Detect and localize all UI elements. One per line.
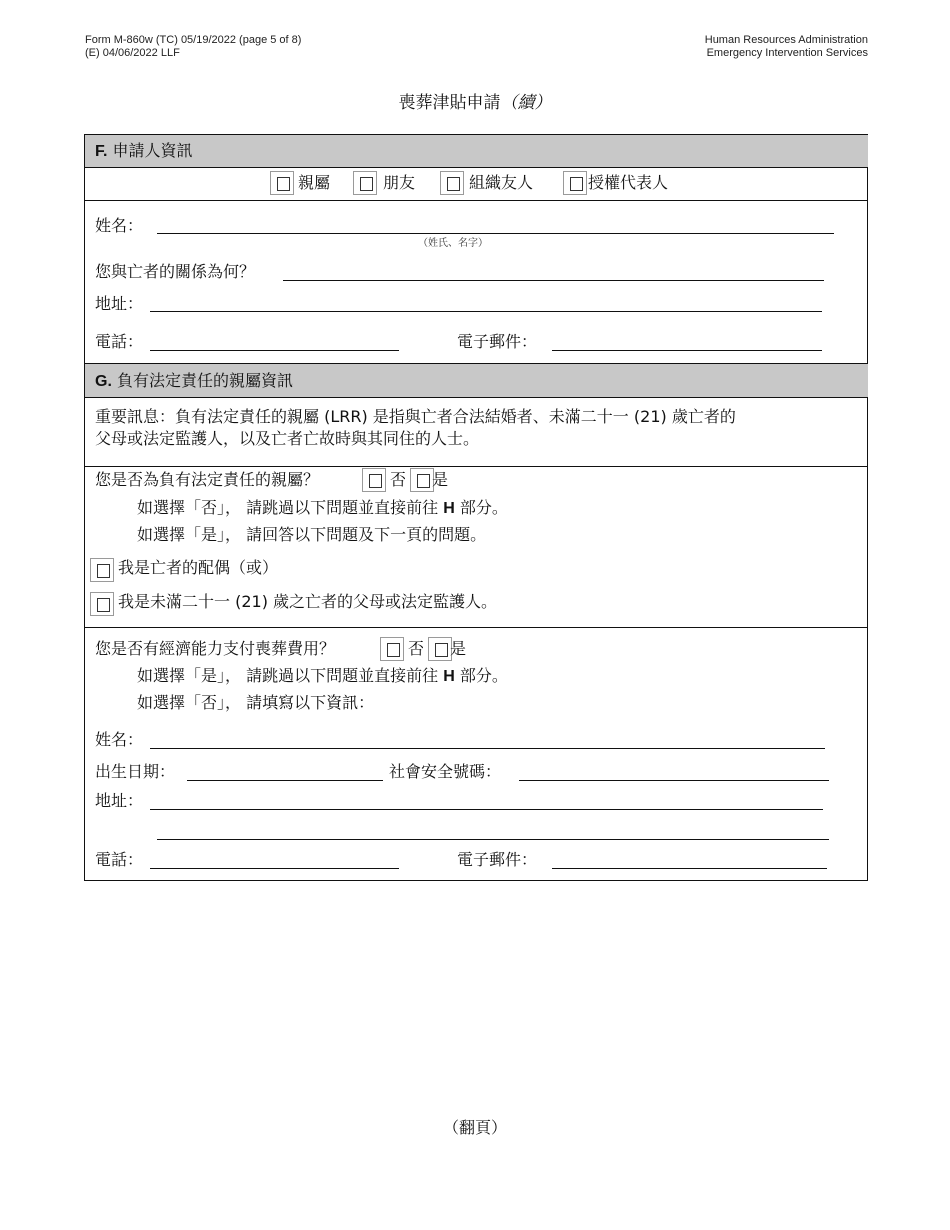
relationship-field[interactable] xyxy=(283,280,824,281)
lrr-dob-label: 出生日期： xyxy=(95,762,176,781)
lrr-no-label: 否 xyxy=(390,470,407,489)
relative-checkbox[interactable] xyxy=(270,171,294,195)
turn-page-note: （翻頁） xyxy=(442,1118,507,1137)
parent-checkbox[interactable] xyxy=(90,592,114,616)
lrr-address-field[interactable] xyxy=(150,809,823,810)
lrr-no-checkbox[interactable] xyxy=(362,468,386,492)
agency-info xyxy=(705,34,868,60)
applicant-address-field[interactable] xyxy=(150,311,822,312)
lrr-if-yes-instruction: 如選擇「是」， 請回答以下問題及下一頁的問題。 xyxy=(137,525,487,544)
spouse-label: 我是亡者的配偶（或） xyxy=(118,558,279,577)
afford-yes-label: 是 xyxy=(450,639,467,658)
lrr-if-no-section: H xyxy=(443,500,455,517)
spouse-checkbox[interactable] xyxy=(90,558,114,582)
afford-question: 您是否有經濟能力支付喪葬費用？ xyxy=(95,639,336,658)
section-f-letter: F. xyxy=(95,143,108,160)
relative-label: 親屬 xyxy=(298,173,331,192)
organization-checkbox[interactable] xyxy=(440,171,464,195)
afford-if-no-instruction: 如選擇「否」， 請填寫以下資訊： xyxy=(137,693,375,712)
lrr-ssn-label: 社會安全號碼： xyxy=(389,762,502,781)
page-title xyxy=(0,88,950,113)
applicant-phone-field[interactable] xyxy=(150,350,399,351)
section-f-heading: 申請人資訊 xyxy=(112,141,193,160)
applicant-phone-label: 電話： xyxy=(95,332,144,351)
lrr-email-field[interactable] xyxy=(552,868,827,869)
lrr-notice xyxy=(95,406,736,450)
section-f-header xyxy=(85,135,868,167)
section-g-letter: G. xyxy=(95,373,112,390)
applicant-name-hint: （姓氏、名字） xyxy=(418,238,488,249)
form-id xyxy=(85,34,301,60)
section-g-heading: 負有法定責任的親屬資訊 xyxy=(116,371,293,390)
agency-division: Emergency Intervention Services xyxy=(706,47,868,59)
relationship-label: 您與亡者的關係為何？ xyxy=(95,262,256,281)
authorized-rep-checkbox[interactable] xyxy=(563,171,587,195)
section-g-title xyxy=(95,371,293,392)
afford-if-yes-suffix: 部分。 xyxy=(459,666,508,685)
section-f-title xyxy=(95,141,193,162)
applicant-address-label: 地址： xyxy=(95,294,144,313)
authorized-rep-label: 授權代表人 xyxy=(588,173,669,192)
table-border-left xyxy=(84,134,85,881)
divider xyxy=(84,466,868,467)
lrr-email-label: 電子郵件： xyxy=(457,850,538,869)
agency-name: Human Resources Administration xyxy=(704,34,868,46)
friend-checkbox[interactable] xyxy=(353,171,377,195)
lrr-yes-checkbox[interactable] xyxy=(410,468,434,492)
lrr-question: 您是否為負有法定責任的親屬？ xyxy=(95,470,320,489)
lrr-name-label: 姓名： xyxy=(95,730,144,749)
lrr-notice-line2: 父母或法定監護人，以及亡者亡故時與其同住的人士。 xyxy=(95,429,480,448)
organization-label: 組織友人 xyxy=(469,173,534,192)
lrr-dob-field[interactable] xyxy=(187,780,383,781)
afford-if-yes-instruction xyxy=(137,666,508,687)
lrr-if-no-instruction xyxy=(137,498,508,519)
lrr-if-no-text: 如選擇「否」， 請跳過以下問題並直接前往 xyxy=(137,498,439,517)
applicant-name-label: 姓名： xyxy=(95,216,144,235)
lrr-phone-field[interactable] xyxy=(150,868,399,869)
divider xyxy=(84,397,868,398)
applicant-name-field[interactable] xyxy=(157,233,834,234)
parent-label: 我是未滿二十一 (21) 歲之亡者的父母或法定監護人。 xyxy=(118,592,498,611)
afford-if-yes-text: 如選擇「是」， 請跳過以下問題並直接前往 xyxy=(137,666,439,685)
lrr-notice-line1: 重要訊息：負有法定責任的親屬 (LRR) 是指與亡者合法結婚者、未滿二十一 (21) 歲亡者的 xyxy=(95,407,736,426)
lrr-address-label: 地址： xyxy=(95,791,144,810)
lrr-ssn-field[interactable] xyxy=(519,780,829,781)
lrr-if-no-suffix: 部分。 xyxy=(459,498,508,517)
form-number: Form M-860w (TC) 05/19/2022 (page 5 of 8) xyxy=(85,34,302,46)
lrr-phone-label: 電話： xyxy=(95,850,144,869)
lrr-address-field-line2[interactable] xyxy=(157,839,829,840)
table-border-right xyxy=(867,134,868,881)
afford-if-yes-section: H xyxy=(443,668,455,685)
afford-yes-checkbox[interactable] xyxy=(428,637,452,661)
title-continued: （續） xyxy=(500,93,552,113)
lrr-name-field[interactable] xyxy=(150,748,825,749)
friend-label: 朋友 xyxy=(383,173,416,192)
divider xyxy=(84,200,868,201)
form-revision: (E) 04/06/2022 LLF xyxy=(85,47,180,59)
divider xyxy=(84,167,868,168)
applicant-email-field[interactable] xyxy=(552,350,822,351)
afford-no-label: 否 xyxy=(408,639,425,658)
afford-no-checkbox[interactable] xyxy=(380,637,404,661)
applicant-email-label: 電子郵件： xyxy=(457,332,538,351)
title-main: 喪葬津貼申請 xyxy=(398,93,501,113)
table-border-bottom xyxy=(84,880,868,881)
divider xyxy=(84,627,868,628)
lrr-yes-label: 是 xyxy=(432,470,449,489)
